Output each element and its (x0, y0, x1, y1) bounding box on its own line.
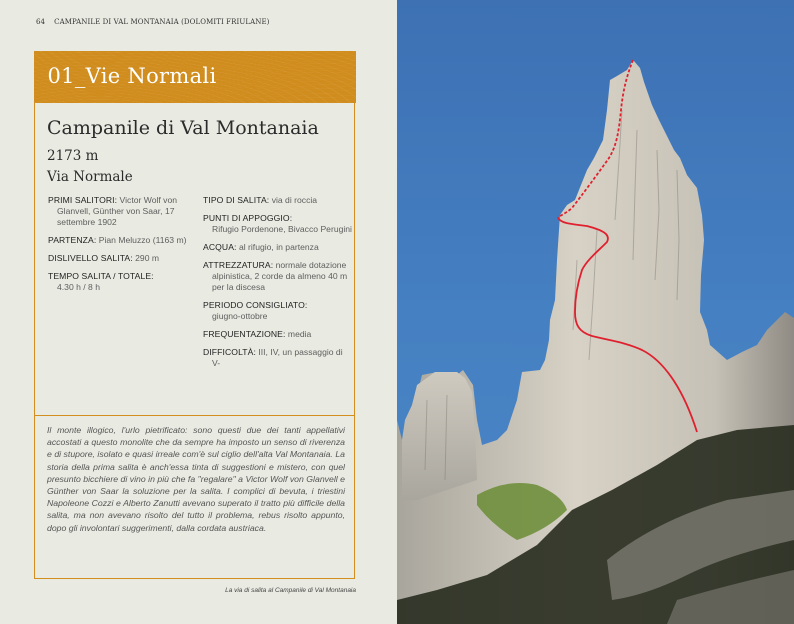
info-value: Rifugio Pordenone, Bivacco Perugini (212, 224, 352, 234)
info-water (203, 242, 353, 253)
info-value: 290 m (135, 253, 160, 263)
info-label: ACQUA: (203, 242, 237, 252)
info-label: PUNTI DI APPOGGIO: (203, 213, 293, 223)
info-label: TIPO DI SALITA: (203, 195, 270, 205)
info-value: III, IV, un passaggio di V- (212, 347, 343, 368)
mountain-photo (397, 0, 794, 624)
route-banner (34, 51, 356, 103)
info-value: 4.30 h / 8 h (57, 282, 101, 292)
info-difficulty (203, 347, 353, 369)
info-value: via di roccia (271, 195, 318, 205)
route-info-box (34, 51, 355, 579)
info-label: PARTENZA: (48, 235, 97, 245)
info-column-left (48, 195, 198, 300)
info-climb-type (203, 195, 353, 206)
info-label: PERIODO CONSIGLIATO: (203, 300, 308, 310)
info-label: PRIMI SALITORI: (48, 195, 118, 205)
info-first-ascent (48, 195, 198, 228)
info-season (203, 300, 353, 322)
page-number: 64 (36, 18, 46, 26)
intro-paragraph: Il monte illogico, l'urlo pietrificato: sono questi due dei tanti appellativi accostati a questo monolite che da sempre ha imposto un senso di riverenza e di stupore, isolato e quasi irreale com'è sul ciglio dell'alta Val Montanaia. La storia della prima salita è anch'essa tinta di suggestioni e mistero, con quel presunto bicchiere di vino in più che fa "regalare" a Victor Wolf von Glanvell e Günther von Saar la soluzione per la salita. I complici di bevuta, i triestini Napoleone Cozzi e Alberto Zanutti avevano superato il tratto più difficile della salita, ma non avevano risolto del tutto il problema, rebus risolto appunto, dopo gli involontari suggerimenti, dalla cordata austriaca. (47, 425, 345, 533)
info-traffic (203, 329, 353, 340)
info-equipment (203, 260, 353, 293)
info-value: giugno-ottobre (212, 311, 268, 321)
peak-altitude: 2173 m (47, 148, 99, 164)
running-head (36, 18, 270, 26)
info-huts (203, 213, 353, 235)
info-label: ATTREZZATURA: (203, 260, 274, 270)
info-time (48, 271, 198, 293)
info-label: DISLIVELLO SALITA: (48, 253, 133, 263)
info-value: Pian Meluzzo (1163 m) (98, 235, 187, 245)
mountain-photo-illustration (397, 0, 794, 624)
box-divider (34, 415, 355, 416)
info-elevation-gain (48, 253, 198, 264)
info-label: TEMPO SALITA / TOTALE: (48, 271, 154, 281)
info-value: al rifugio, in partenza (238, 242, 319, 252)
info-start (48, 235, 198, 246)
info-value: Victor Wolf von Glanvell, Günther von Saar, 17 settembre 1902 (57, 195, 178, 227)
info-label: DIFFICOLTÀ: (203, 347, 256, 357)
photo-caption: La via di salita al Campanile di Val Montanaia (225, 587, 356, 594)
route-name: Via Normale (47, 169, 133, 185)
info-value: media (287, 329, 312, 339)
section-title: CAMPANILE DI VAL MONTANAIA (DOLOMITI FRIULANE) (54, 18, 270, 26)
info-column-right (203, 195, 353, 376)
peak-name: Campanile di Val Montanaia (47, 117, 319, 139)
info-value: normale dotazione alpinistica, 2 corde da almeno 40 m per la discesa (212, 260, 348, 292)
banner-title: 01_Vie Normali (47, 63, 217, 88)
info-label: FREQUENTAZIONE: (203, 329, 286, 339)
